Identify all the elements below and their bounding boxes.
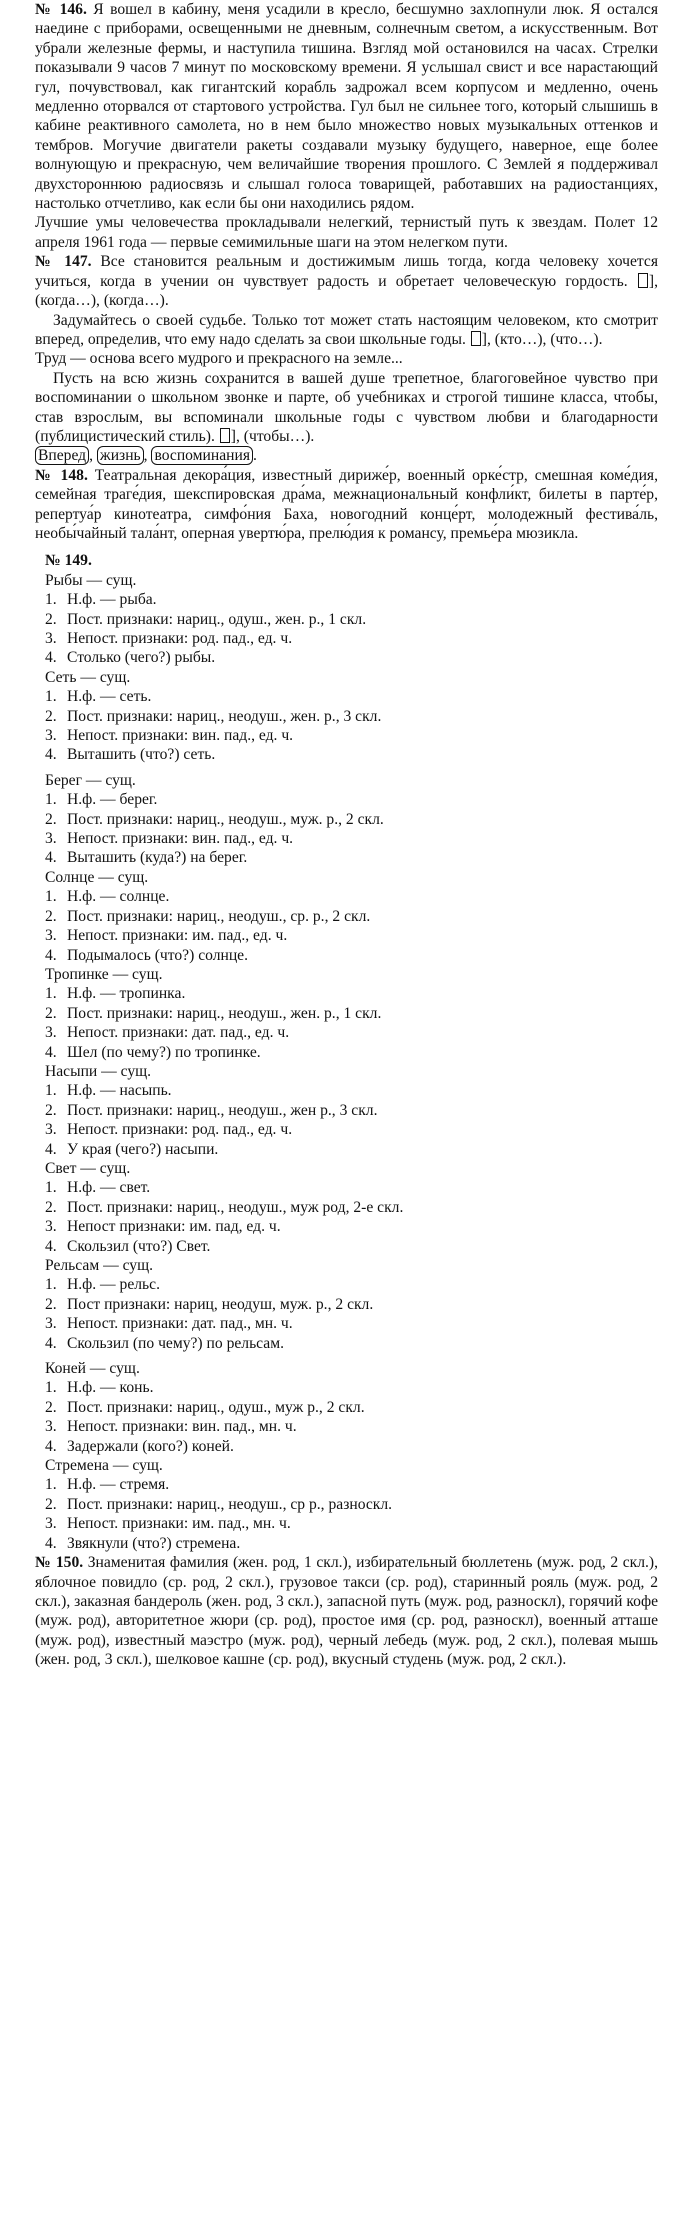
analysis-item (45, 610, 658, 629)
analysis-entry (45, 1256, 658, 1353)
analysis-item (45, 848, 658, 867)
analysis-item-text: Пост. признаки: нариц., одуш., жен. р., 1 скл. (67, 610, 367, 628)
analysis-entry-head: Рыбы — сущ. (45, 571, 137, 589)
analysis-item-number: 2. (45, 1101, 57, 1119)
analysis-item-number: 3. (45, 1218, 57, 1236)
analysis-item (45, 810, 658, 829)
analysis-item-text: Пост. признаки: нариц., неодуш., жен. р., 1 скл. (67, 1004, 382, 1022)
analysis-item-text: Звякнули (что?) стремена. (67, 1534, 241, 1552)
analysis-entry-head: Рельсам — сущ. (45, 1257, 153, 1274)
analysis-item-text: Н.ф. — рельс. (67, 1276, 160, 1294)
analysis-item (45, 1334, 658, 1353)
analysis-item-number: 2. (45, 610, 57, 628)
analysis-item-text: Скользил (что?) Свет. (67, 1237, 211, 1255)
analysis-item-text: Н.ф. — сеть. (67, 688, 152, 706)
analysis-item-number: 4. (45, 1437, 57, 1455)
analysis-item (45, 1023, 658, 1042)
analysis-item-text: Столько (чего?) рыбы. (67, 649, 216, 667)
analysis-entry (45, 668, 658, 765)
analysis-item (45, 1120, 658, 1139)
analysis-item-number: 2. (45, 1295, 57, 1313)
analysis-item (45, 1217, 658, 1236)
analysis-item-number: 1. (45, 1379, 57, 1397)
analysis-entry (45, 1456, 658, 1553)
analysis-item (45, 726, 658, 745)
analysis-item (45, 1514, 658, 1533)
analysis-item-text: Непост. признаки: вин. пад., ед. ч. (67, 830, 294, 848)
analysis-item-text: Н.ф. — рыба. (67, 591, 157, 609)
analysis-entry (45, 1159, 658, 1256)
analysis-item-number: 2. (45, 1495, 57, 1513)
analysis-item (45, 745, 658, 764)
analysis-item-number: 4. (45, 1237, 57, 1255)
exercise-147-paragraph-3: Труд — основа всего мудрого и прекрасного на земле... (35, 350, 403, 368)
analysis-item-number: 2. (45, 1198, 57, 1216)
exercise-148-number: № 148. (35, 466, 88, 484)
exercise-147-scheme-1: ], (когда…), (когда…). (35, 272, 658, 310)
analysis-item (45, 1314, 658, 1333)
analysis-item (45, 984, 658, 1003)
analysis-item-text: У края (чего?) насыпи. (67, 1140, 219, 1158)
analysis-item-text: Выташить (что?) сеть. (67, 746, 216, 764)
analysis-item-number: 1. (45, 1179, 57, 1197)
analysis-item (45, 1198, 658, 1217)
analysis-item-text: Н.ф. — берег. (67, 791, 158, 809)
analysis-item-number: 3. (45, 927, 57, 945)
analysis-item-text: Подымалось (что?) солнце. (67, 946, 248, 964)
analysis-item (45, 926, 658, 945)
exercise-146-paragraph-2: Лучшие умы человечества прокладывали нелегкий, тернистый путь к звездам. Полет 12 апреля 1961 года — первые семимильные шаги на этом нелегком пути. (35, 214, 658, 251)
analysis-entry-head: Солнце — сущ. (45, 868, 149, 886)
analysis-item-number: 2. (45, 707, 57, 725)
exercise-146-text-1: Я вошел в кабину, меня усадили в кресло, бесшумно захлопнули люк. Я остался наедине с приборами, освещенными не дневным, солнечным светом, а искусственным. Вот убрали железные фермы, и наступила тишина. Взгляд мой остановился на часах. Стрелки показывали 9 часов 7 минут по московскому времени. Я услышал свист и все нарастающий гул, почувствовал, как гигантский корабль задрожал всем корпусом и медленно, очень медленно оторвался от стартового устройства. Гул был не сильнее того, который слышишь в кабине реактивного самолета, но в нем было множество новых музыкальных оттенков и тембров. Могучие двигатели ракеты создавали музыку будущего, наверное, еще более волнующую и прекрасную, чем величайшие творения прошлого. С Землей я поддерживал двухстороннюю радиосвязь и слышал голоса товарищей, работавших на радиостанциях, настолько отчетливо, как если бы они находились рядом. (35, 1, 658, 213)
analysis-item-text: Н.ф. — стремя. (67, 1476, 170, 1494)
analysis-item (45, 1081, 658, 1100)
analysis-item-number: 4. (45, 649, 57, 667)
analysis-item-text: Пост. признаки: нариц., неодуш., муж. р., 2 скл. (67, 810, 384, 828)
analysis-entry-head: Коней — сущ. (45, 1360, 140, 1378)
analysis-item-text: Пост. признаки: нариц., одуш., муж р., 2 скл. (67, 1398, 365, 1416)
analysis-entry-head: Насыпи — сущ. (45, 1062, 152, 1080)
analysis-item-number: 2. (45, 1004, 57, 1022)
analysis-item-number: 4. (45, 1534, 57, 1552)
analysis-item (45, 1534, 658, 1553)
analysis-item-number: 1. (45, 688, 57, 706)
analysis-item (45, 590, 658, 609)
sentence-scheme-bracket (638, 273, 648, 288)
analysis-item-text: Пост. признаки: нариц., неодуш., ср. р., 2 скл. (67, 907, 371, 925)
analysis-item-text: Непост признаки: им. пад, ед. ч. (67, 1218, 281, 1236)
analysis-item (45, 1004, 658, 1023)
analysis-item (45, 1495, 658, 1514)
analysis-item (45, 829, 658, 848)
exercise-150-number: № 150. (35, 1554, 84, 1572)
analysis-entry (45, 965, 658, 1062)
analysis-item (45, 790, 658, 809)
analysis-item-number: 1. (45, 1276, 57, 1294)
analysis-item-number: 2. (45, 810, 57, 828)
exercise-146-number: № 146. (35, 1, 87, 18)
analysis-item (45, 1475, 658, 1494)
exercise-147-scheme-4: ], (чтобы…). (230, 427, 315, 445)
analysis-item-number: 4. (45, 1334, 57, 1352)
word-vospominaniya: воспоминания (151, 446, 253, 465)
analysis-entry-head: Сеть — сущ. (45, 668, 131, 686)
analysis-item-number: 4. (45, 849, 57, 867)
analysis-item-number: 3. (45, 1515, 57, 1533)
analysis-item-text: Н.ф. — насыпь. (67, 1082, 172, 1100)
analysis-item-text: Непост. признаки: дат. пад., ед. ч. (67, 1024, 290, 1042)
analysis-item-text: Н.ф. — конь. (67, 1379, 154, 1397)
analysis-entry (45, 571, 658, 668)
analysis-item-text: Непост. признаки: род. пад., ед. ч. (67, 1121, 293, 1139)
analysis-item (45, 687, 658, 706)
analysis-item-number: 3. (45, 630, 57, 647)
analysis-item-number: 3. (45, 727, 57, 745)
word-zhizn: жизнь (97, 446, 144, 465)
exercise-149-list (45, 571, 658, 1553)
analysis-entry (45, 1062, 658, 1159)
analysis-item-number: 1. (45, 985, 57, 1003)
analysis-item (45, 1437, 658, 1456)
analysis-entry-head: Стремена — сущ. (45, 1457, 163, 1475)
analysis-item-number: 2. (45, 1398, 57, 1416)
analysis-item (45, 1378, 658, 1397)
analysis-item (45, 1275, 658, 1294)
analysis-item-number: 4. (45, 746, 57, 764)
exercise-147-paragraph-2 (35, 311, 658, 350)
analysis-item (45, 648, 658, 667)
analysis-item-text: Н.ф. — солнце. (67, 888, 170, 906)
analysis-item-text: Пост. признаки: нариц., неодуш., жен. р., 3 скл. (67, 707, 382, 725)
analysis-item-text: Н.ф. — свет. (67, 1179, 151, 1197)
analysis-item (45, 907, 658, 926)
analysis-item (45, 887, 658, 906)
analysis-item-text: Пост. признаки: нариц., неодуш., ср р., разноскл. (67, 1495, 393, 1513)
analysis-item (45, 1043, 658, 1062)
sentence-scheme-bracket (220, 428, 230, 443)
analysis-item-text: Непост. признаки: дат. пад., мн. ч. (67, 1315, 293, 1333)
exercise-147-words: Вперед , жизнь , воспоминания . (35, 446, 658, 465)
analysis-item (45, 1178, 658, 1197)
exercise-150-text: Знаменитая фамилия (жен. род, 1 скл.), избирательный бюллетень (муж. род, 2 скл.), яблочное повидло (ср. род, 2 скл.), грузовое такси (ср. род), старинный рояль (муж. род, 2 скл.), заказная бандероль (жен. род, 3 скл.), запасной путь (муж. род, разноскл), горячий кофе (муж. род), авторитетное жюри (ср. род), простое имя (ср. род, разноскл), военный атташе (муж. род), известный маэстро (муж. род), черный лебедь (муж. род, 2 скл.), полевая мышь (жен. род, 3 скл.), шелковое кашне (ср. род), вкусный студень (муж. род, 2 скл.). (35, 1554, 658, 1669)
analysis-item-text: Непост. признаки: вин. пад., мн. ч. (67, 1418, 297, 1436)
analysis-item (45, 1417, 658, 1436)
analysis-item-number: 3. (45, 1418, 57, 1436)
exercise-148-text: Театральная декора́ция, известный дириже́р, военный орке́стр, смешная коме́дия, семейная траге́дия, шекспировская дра́ма, межнациональный конфли́кт, билеты в парте́р, репертуа́р кинотеатра, симфо́ния Баха, новогодний конце́рт, молодежный фестива́ль, необы́чайный тала́нт, оперная увертю́ра, прелю́дия к романсу, премье́ра мюзикла. (35, 466, 658, 542)
sentence-scheme-bracket (471, 331, 481, 346)
word-vpered: Вперед (35, 446, 89, 465)
analysis-item (45, 1101, 658, 1120)
analysis-item-text: Непост. признаки: им. пад., ед. ч. (67, 927, 288, 945)
exercise-149 (35, 551, 658, 1553)
analysis-item-number: 3. (45, 1024, 57, 1042)
analysis-item (45, 1237, 658, 1256)
analysis-item-text: Шел (по чему?) по тропинке. (67, 1043, 261, 1061)
analysis-entry (45, 1359, 658, 1456)
analysis-item-number: 4. (45, 946, 57, 964)
analysis-entry-head: Свет — сущ. (45, 1159, 131, 1177)
exercise-147-text-4: Пусть на всю жизнь сохранится в вашей душе трепетное, благоговейное чувство при воспоминании о школьном звонке и парте, об учебниках и строгой тишине класса, чтобы, став взрослым, вы вспоминали школьные годы с чувством любви и благодарности (публицистический стиль). (35, 369, 658, 445)
analysis-item-number: 2. (45, 907, 57, 925)
analysis-item-text: Непост. признаки: вин. пад., ед. ч. (67, 727, 294, 745)
exercise-150-paragraph (35, 1553, 658, 1669)
exercise-147-paragraph-1 (35, 252, 658, 310)
analysis-item-text: Пост. признаки: нариц., неодуш., муж род, 2-е скл. (67, 1198, 404, 1216)
exercise-147-paragraph-4 (35, 369, 658, 447)
analysis-item-number: 1. (45, 591, 57, 609)
analysis-item-text: Пост признаки: нариц, неодуш, муж. р., 2 скл. (67, 1295, 374, 1313)
analysis-item-text: Непост. признаки: им. пад., мн. ч. (67, 1515, 291, 1533)
analysis-item-text: Скользил (по чему?) по рельсам. (67, 1334, 284, 1352)
analysis-item-number: 4. (45, 1140, 57, 1158)
analysis-item (45, 1295, 658, 1314)
analysis-item-text: Задержали (кого?) коней. (67, 1437, 234, 1455)
exercise-147-scheme-2: ], (кто…), (что…). (481, 330, 603, 348)
analysis-item-number: 1. (45, 1082, 57, 1100)
exercise-148-paragraph (35, 466, 658, 544)
analysis-entry-head: Берег — сущ. (45, 771, 136, 789)
analysis-item-number: 3. (45, 830, 57, 848)
exercise-147-number: № 147. (35, 253, 92, 271)
analysis-item-text: Непост. признаки: род. пад., ед. ч. (67, 630, 293, 647)
exercise-147-text-1: Все становится реальным и достижимым лишь тогда, когда человеку хочется учиться, когда в учении он чувствует радость и обретает человеческую гордость. (35, 253, 659, 290)
exercise-149-number: № 149. (45, 552, 92, 570)
analysis-item (45, 629, 658, 648)
exercise-147-text-2: Задумайтесь о своей судьбе. Только тот может стать настоящим человеком, кто смотрит вперед, определив, что ему надо сделать за свои школьные годы. (35, 311, 658, 348)
analysis-item (45, 1140, 658, 1159)
analysis-item-number: 1. (45, 888, 57, 906)
analysis-item (45, 946, 658, 965)
analysis-entry-head: Тропинке — сущ. (45, 965, 163, 983)
analysis-item-number: 1. (45, 791, 57, 809)
analysis-item-text: Н.ф. — тропинка. (67, 985, 186, 1003)
analysis-item-number: 3. (45, 1121, 57, 1139)
analysis-item-text: Выташить (куда?) на берег. (67, 849, 248, 867)
analysis-item-number: 1. (45, 1476, 57, 1494)
analysis-item-number: 3. (45, 1315, 57, 1333)
analysis-item (45, 1398, 658, 1417)
analysis-item-text: Пост. признаки: нариц., неодуш., жен р., 3 скл. (67, 1101, 378, 1119)
analysis-item-number: 4. (45, 1043, 57, 1061)
analysis-item (45, 707, 658, 726)
analysis-entry (45, 771, 658, 868)
analysis-entry (45, 868, 658, 965)
exercise-146-paragraph-1 (35, 0, 658, 213)
